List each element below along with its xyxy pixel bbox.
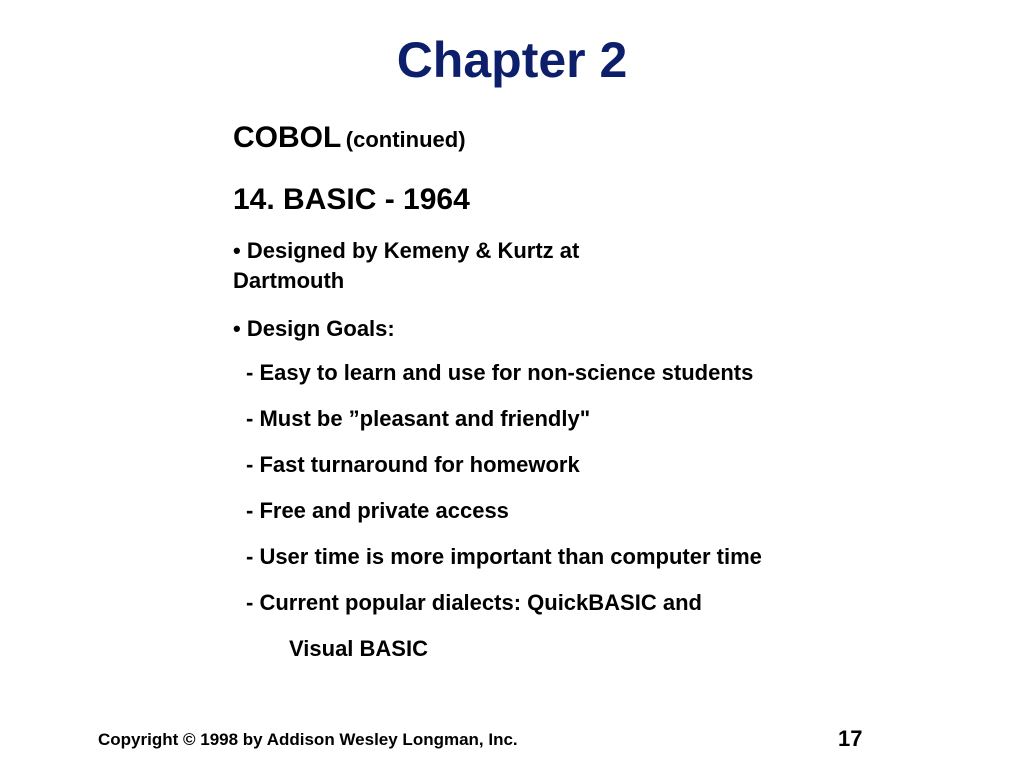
goal-item: - Must be ”pleasant and friendly" <box>246 406 591 431</box>
goal-item: - Current popular dialects: QuickBASIC and <box>246 590 702 615</box>
slide-title: Chapter 2 <box>396 32 628 88</box>
basic-heading: 14. BASIC - 1964 <box>233 183 470 216</box>
page-number: 17 <box>838 726 863 751</box>
goal-item-continuation: Visual BASIC <box>289 636 428 661</box>
cobol-heading-suffix: (continued) <box>345 127 466 152</box>
goal-item: - Free and private access <box>246 498 509 523</box>
goal-item: - Easy to learn and use for non-science students <box>246 360 754 385</box>
bullet-design-goals: • Design Goals: <box>233 316 395 341</box>
goal-item: - User time is more important than computer time <box>246 544 762 569</box>
goal-item: - Fast turnaround for homework <box>246 452 580 477</box>
footer-copyright: Copyright © 1998 by Addison Wesley Longman, Inc. <box>98 730 518 749</box>
cobol-heading <box>233 120 466 161</box>
bullet-designed-by: • Designed by Kemeny & Kurtz at Dartmouth <box>233 238 580 293</box>
cobol-heading-text: COBOL <box>233 121 342 154</box>
